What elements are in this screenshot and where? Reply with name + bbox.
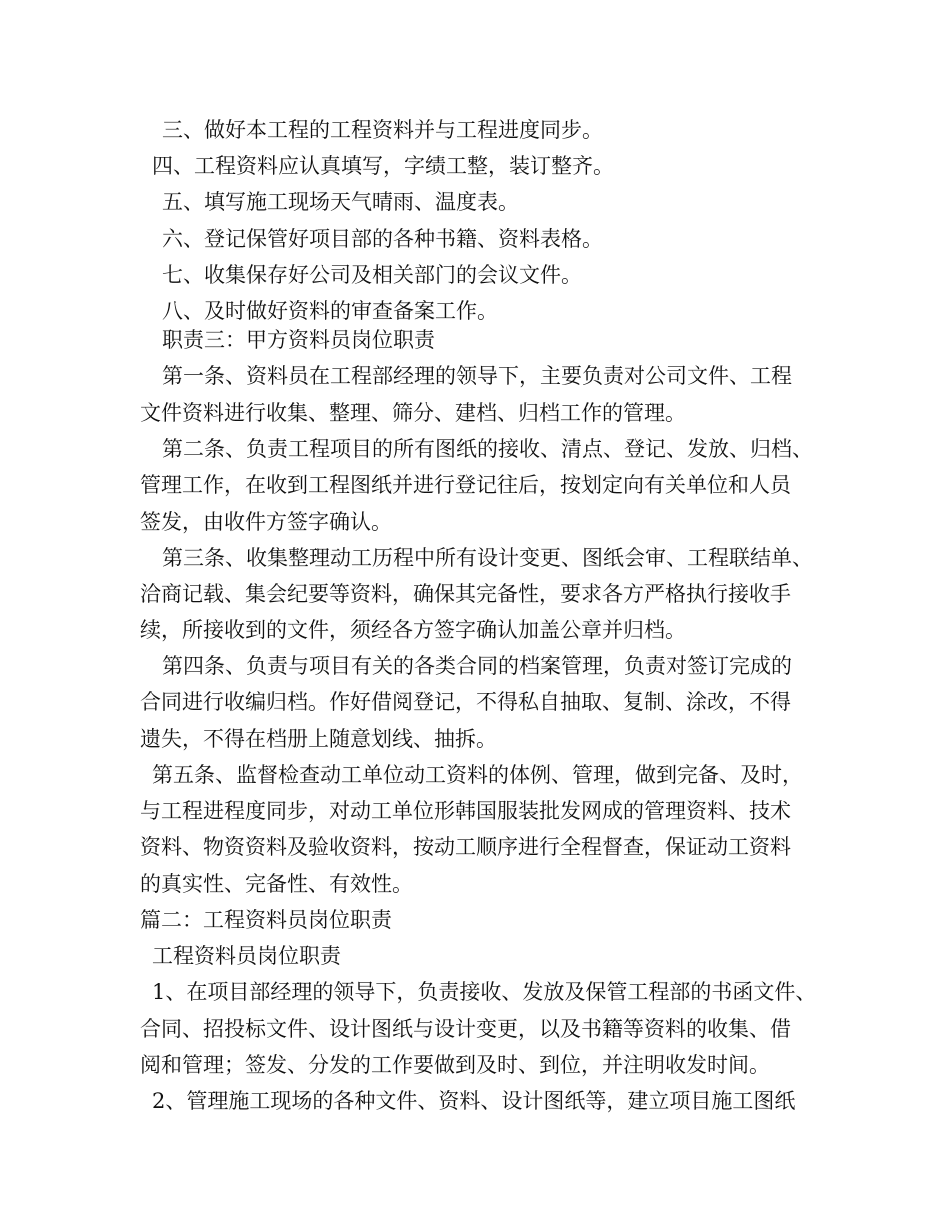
text-line: 资料、物资资料及验收资料，按动工顺序进行全程督查，保证动工资料 — [140, 835, 791, 859]
text-line: 第一条、资料员在工程部经理的领导下，主要负责对公司文件、工程 — [162, 364, 792, 388]
text-line: 第三条、收集整理动工历程中所有设计变更、图纸会审、工程联结单、 — [162, 546, 813, 570]
text-line: 签发，由收件方签字确认。 — [140, 510, 392, 534]
section-heading: 篇二：工程资料员岗位职责 — [140, 908, 392, 932]
section-subtitle: 工程资料员岗位职责 — [152, 944, 341, 968]
text-line: 合同进行收编归档。作好借阅登记，不得私自抽取、复制、涂改，不得 — [140, 690, 791, 714]
text-line: 续，所接收到的文件，须经各方签字确认加盖公章并归档。 — [140, 618, 686, 642]
text-line: 2、管理施工现场的各种文件、资料、设计图纸等，建立项目施工图纸 — [152, 1089, 796, 1113]
text-line: 第二条、负责工程项目的所有图纸的接收、清点、登记、发放、归档、 — [162, 437, 813, 461]
text-line: 六、登记保管好项目部的各种书籍、资料表格。 — [162, 227, 603, 251]
text-line: 1、在项目部经理的领导下，负责接收、发放及保管工程部的书函文件、 — [152, 980, 817, 1004]
text-line: 七、收集保存好公司及相关部门的会议文件。 — [162, 263, 582, 287]
text-line: 第五条、监督检查动工单位动工资料的体例、管理，做到完备、及时， — [152, 763, 803, 787]
text-line: 文件资料进行收集、整理、筛分、建档、归档工作的管理。 — [140, 401, 686, 425]
text-line: 三、做好本工程的工程资料并与工程进度同步。 — [162, 118, 603, 142]
text-line: 与工程进程度同步，对动工单位形韩国服装批发网成的管理资料、技术 — [140, 799, 791, 823]
section-heading: 职责三：甲方资料员岗位职责 — [162, 328, 435, 352]
text-line: 洽商记载、集会纪要等资料，确保其完备性，要求各方严格执行接收手 — [140, 582, 791, 606]
text-line: 八、及时做好资料的审查备案工作。 — [162, 299, 498, 323]
text-line: 第四条、负责与项目有关的各类合同的档案管理，负责对签订完成的 — [162, 654, 792, 678]
text-line: 四、工程资料应认真填写，字绩工整，装订整齐。 — [152, 154, 614, 178]
text-line: 合同、招投标文件、设计图纸与设计变更，以及书籍等资料的收集、借 — [140, 1017, 791, 1041]
text-line: 遗失，不得在档册上随意划线、抽拆。 — [140, 727, 497, 751]
text-line: 五、填写施工现场天气晴雨、温度表。 — [162, 190, 519, 214]
text-line: 的真实性、完备性、有效性。 — [140, 872, 413, 896]
text-line: 管理工作，在收到工程图纸并进行登记往后，按划定向有关单位和人员 — [140, 473, 791, 497]
text-line: 阅和管理；签发、分发的工作要做到及时、到位，并注明收发时间。 — [140, 1053, 770, 1077]
